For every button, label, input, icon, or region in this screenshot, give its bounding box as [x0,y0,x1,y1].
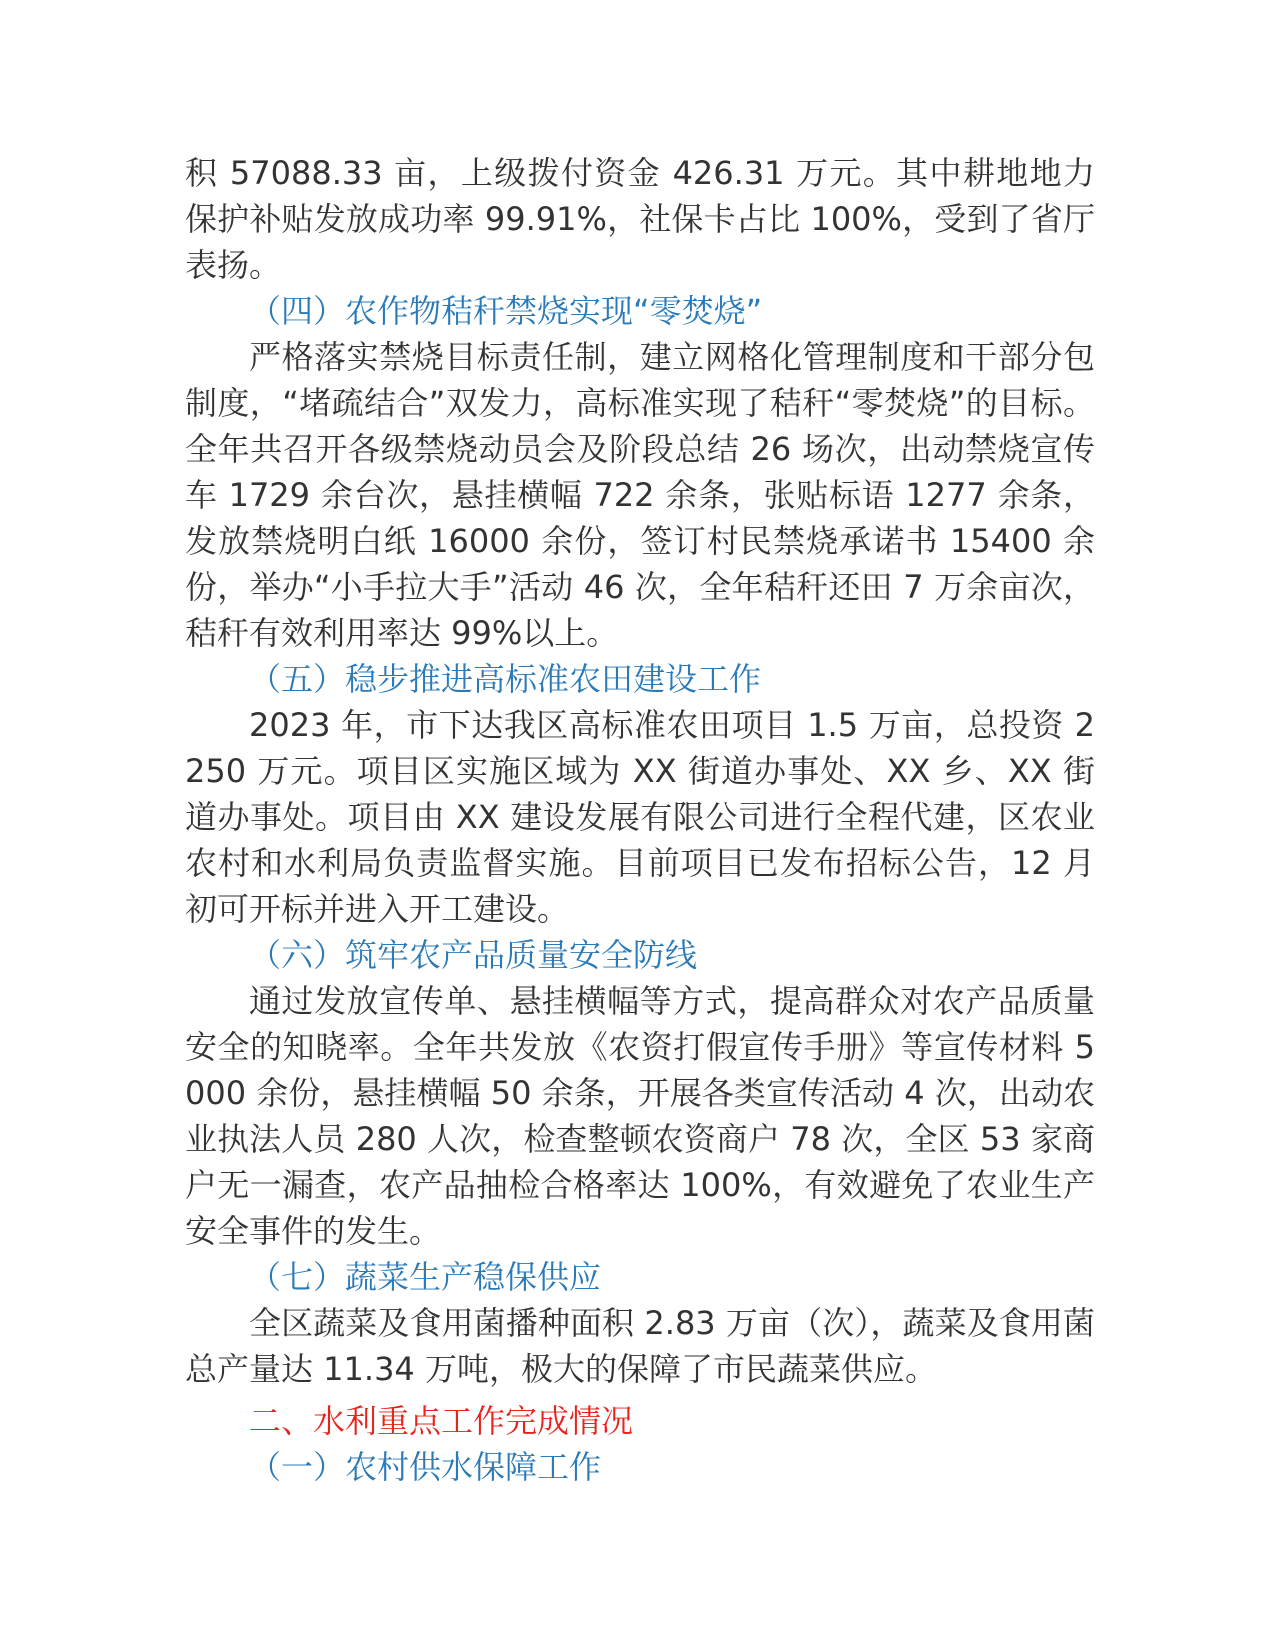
subheading-product-safety: （六）筑牢农产品质量安全防线 [249,936,698,974]
subheading-rural-water-supply: （一）农村供水保障工作 [249,1448,602,1486]
paragraph-straw-burning: 严格落实禁烧目标责任制，建立网格化管理制度和干部分包制度，“堵疏结合”双发力，高标准实现了秸秆“零焚烧”的目标。全年共召开各级禁烧动员会及阶段总结 26 场次，出动禁烧宣传车 1729 余台次，悬挂横幅 722 余条，张贴标语 1277 余条，发放禁烧明白纸 16000 余份，签订村民禁烧承诺书 15400 余份，举办“小手拉大手”活动 46 次，全年秸秆还田 7 万余亩次，秸秆有效利用率达 99%以上。 [185,338,1095,652]
subheading-vegetable-supply: （七）蔬菜生产稳保供应 [249,1258,602,1296]
paragraph-subsidy-continued: 积 57088.33 亩，上级拨付资金 426.31 万元。其中耕地地力保护补贴发放成功率 99.91%，社保卡占比 100%，受到了省厅表扬。 [185,154,1095,284]
paragraph-vegetable-supply: 全区蔬菜及食用菌播种面积 2.83 万亩（次），蔬菜及食用菌总产量达 11.34 万吨，极大的保障了市民蔬菜供应。 [185,1304,1095,1388]
document-page [185,150,1095,1490]
subheading-straw-burning: （四）农作物秸秆禁烧实现“零焚烧” [249,292,763,330]
section-heading-water-conservancy: 二、水利重点工作完成情况 [249,1402,634,1440]
paragraph-product-safety: 通过发放宣传单、悬挂横幅等方式，提高群众对农产品质量安全的知晓率。全年共发放《农资打假宣传手册》等宣传材料 5000 余份，悬挂横幅 50 余条，开展各类宣传活动 4 次，出动农业执法人员 280 人次，检查整顿农资商户 78 次，全区 53 家商户无一漏查，农产品抽检合格率达 100%，有效避免了农业生产安全事件的发生。 [185,982,1095,1250]
paragraph-farmland-construction: 2023 年，市下达我区高标准农田项目 1.5 万亩，总投资 2250 万元。项目区实施区域为 XX 街道办事处、XX 乡、XX 街道办事处。项目由 XX 建设发展有限公司进行全程代建，区农业农村和水利局负责监督实施。目前项目已发布招标公告，12 月初可开标并进入开工建设。 [185,706,1095,928]
subheading-farmland-construction: （五）稳步推进高标准农田建设工作 [249,660,762,698]
